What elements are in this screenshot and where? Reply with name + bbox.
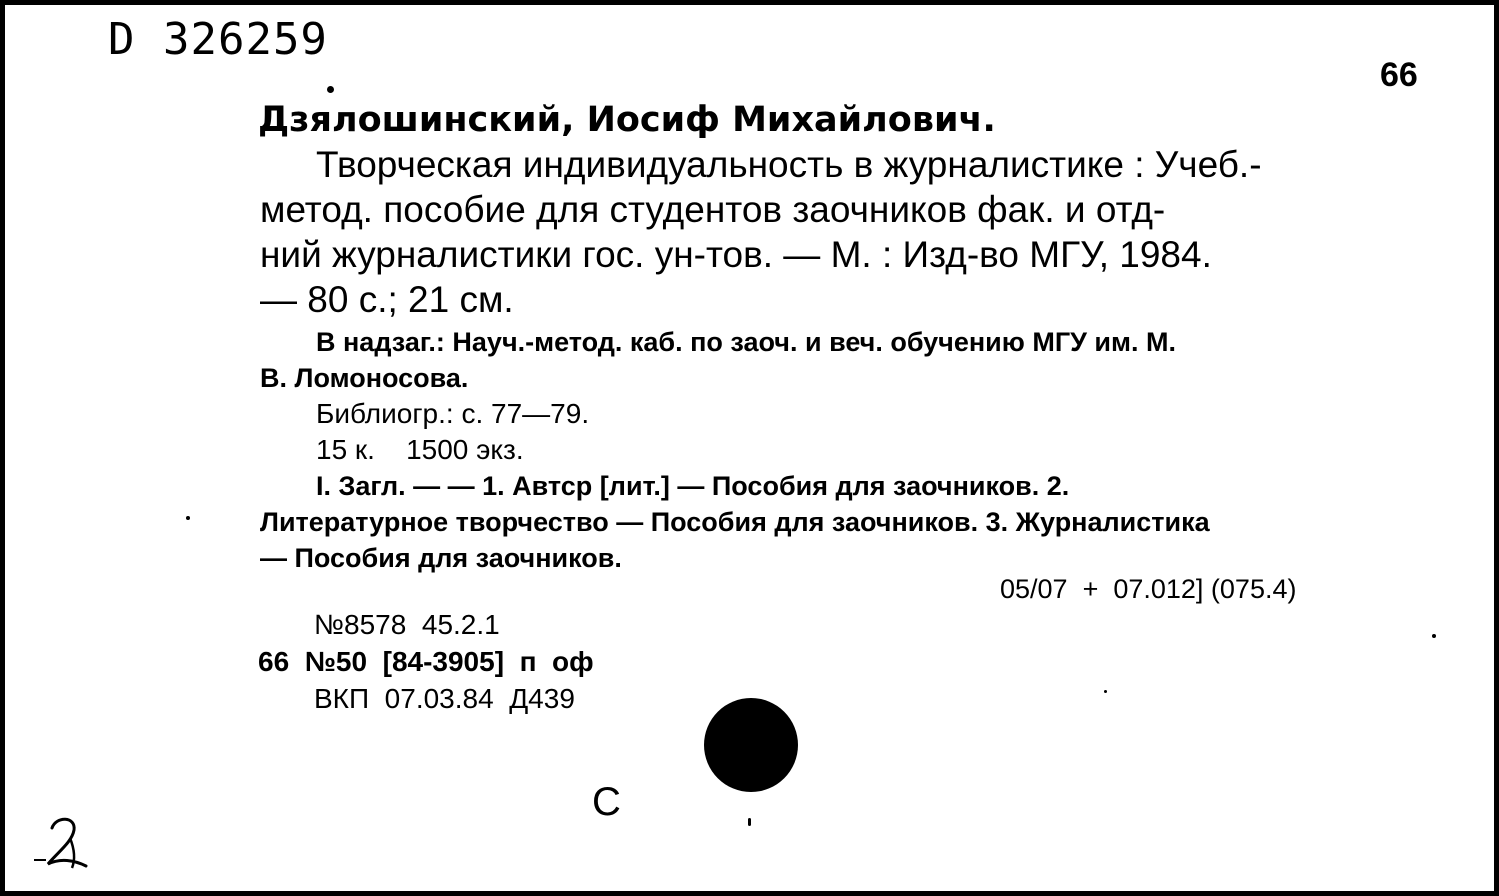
title-line: — 80 с.; 21 см. — [260, 279, 514, 320]
order-info — [258, 606, 594, 717]
note-line: В надзаг.: Науч.-метод. каб. по заоч. и веч. обучению МГУ им. М. — [316, 327, 1176, 357]
accent-mark — [327, 86, 334, 93]
order-line: 66 №50 [84-3905] п оф — [258, 646, 594, 677]
udc-code: 05/07 + 07.012] (075.4) — [1000, 574, 1297, 604]
title-line: метод. пособие для студентов заочников фак. и отд- — [260, 189, 1166, 230]
series-note — [260, 324, 1430, 396]
title-line: Творческая индивидуальность в журналистике : Учеб.- — [316, 144, 1262, 185]
letter-mark: С — [592, 780, 621, 824]
subject-line: — Пособия для заочников. — [260, 543, 622, 573]
handwritten-mark-icon — [30, 808, 100, 878]
price-line: 15 к. 1500 экз. — [316, 434, 524, 465]
punch-hole — [704, 698, 798, 792]
note-line: В. Ломоносова. — [260, 363, 469, 393]
title-description — [260, 142, 1425, 322]
speck — [1432, 634, 1436, 638]
bibliography-note — [260, 396, 1430, 468]
speck — [748, 818, 751, 826]
title-line: ний журналистики гос. ун-тов. — М. : Изд-во МГУ, 1984. — [260, 234, 1212, 275]
speck — [186, 516, 190, 520]
catalog-id: D 326259 — [108, 14, 328, 65]
speck — [1104, 690, 1107, 693]
subject-headings — [260, 468, 1430, 576]
order-line: ВКП 07.03.84 Д439 — [314, 683, 575, 714]
order-line: №8578 45.2.1 — [314, 609, 500, 640]
page-number: 66 — [1380, 56, 1418, 94]
subject-line: Литературное творчество — Пособия для заочников. 3. Журналистика — [260, 507, 1210, 537]
author-heading: Дзялошинский, Иосиф Михайлович. — [258, 100, 996, 140]
subject-line: I. Загл. — — 1. Автср [лит.] — Пособия для заочников. 2. — [316, 471, 1070, 501]
bibliography-line: Библиогр.: с. 77—79. — [316, 398, 590, 429]
